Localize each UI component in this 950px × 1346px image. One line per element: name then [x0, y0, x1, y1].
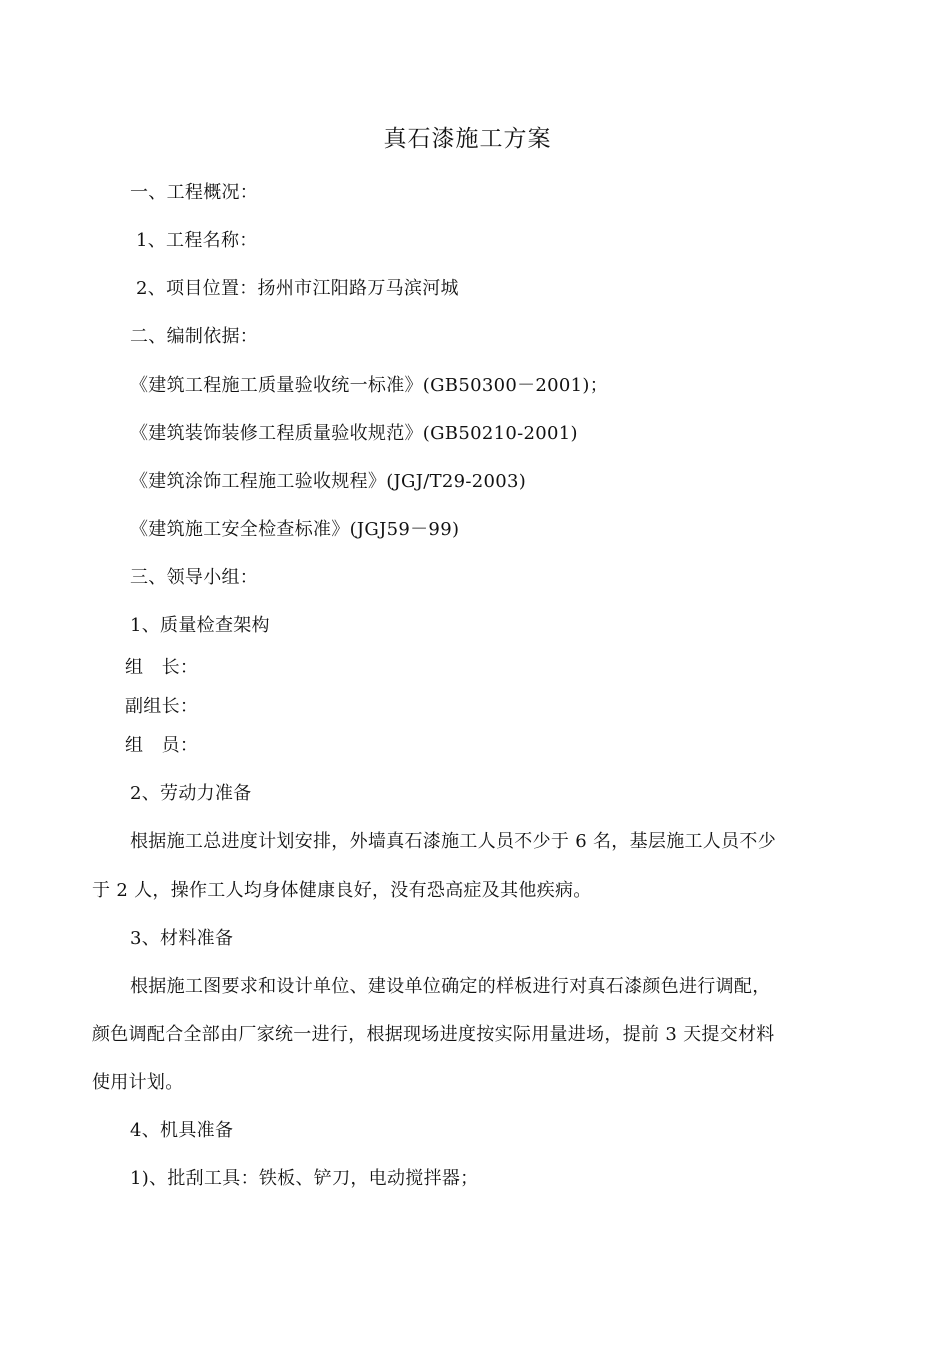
team-member-line: 组 员： [125, 735, 199, 756]
section-heading-basis: 二、编制依据： [130, 326, 259, 347]
project-name-line: 1、工程名称： [136, 230, 258, 251]
document-title: 真石漆施工方案 [383, 126, 552, 152]
standard-reference-1: 《建筑工程施工质量验收统一标准》(GB50300－2001)； [130, 375, 609, 396]
equipment-item-1: 1)、批刮工具：铁板、铲刀，电动搅拌器； [130, 1168, 479, 1189]
section-heading-overview: 一、工程概况： [130, 182, 259, 203]
standard-reference-3: 《建筑涂饰工程施工验收规程》(JGJ/T29-2003) [130, 471, 527, 492]
subheading-equipment: 4、机具准备 [130, 1120, 234, 1141]
team-leader-line: 组 长： [125, 657, 199, 678]
section-heading-leadership: 三、领导小组： [130, 567, 259, 588]
materials-paragraph-line-1: 根据施工图要求和设计单位、建设单位确定的样板进行对真石漆颜色进行调配， [130, 976, 771, 997]
standard-reference-4: 《建筑施工安全检查标准》(JGJ59－99) [130, 519, 460, 540]
labor-paragraph-line-2: 于 2 人，操作工人均身体健康良好，没有恐高症及其他疾病。 [92, 880, 592, 901]
project-location-line: 2、项目位置：扬州市江阳路万马滨河城 [136, 278, 459, 299]
deputy-leader-line: 副组长： [125, 696, 199, 717]
materials-paragraph-line-2: 颜色调配合全部由厂家统一进行，根据现场进度按实际用量进场，提前 3 天提交材料 [92, 1024, 775, 1045]
subheading-quality-structure: 1、质量检查架构 [130, 615, 270, 636]
labor-paragraph-line-1: 根据施工总进度计划安排，外墙真石漆施工人员不少于 6 名，基层施工人员不少 [130, 831, 776, 852]
subheading-materials: 3、材料准备 [130, 928, 234, 949]
subheading-labor: 2、劳动力准备 [130, 783, 252, 804]
materials-paragraph-line-3: 使用计划。 [92, 1072, 184, 1093]
standard-reference-2: 《建筑装饰装修工程质量验收规范》(GB50210-2001) [130, 423, 578, 444]
